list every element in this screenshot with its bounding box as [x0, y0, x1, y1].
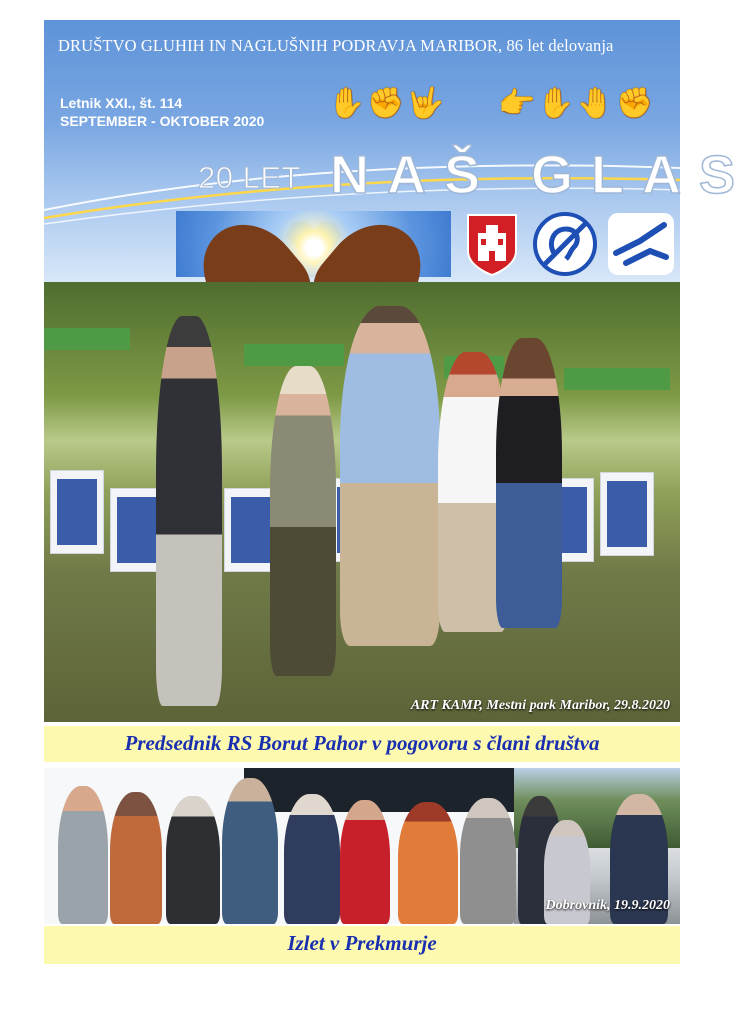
- issue-period: SEPTEMBER - OKTOBER 2020: [60, 113, 265, 129]
- headline-banner: [44, 926, 680, 964]
- person: [156, 316, 222, 706]
- group-member: [222, 778, 278, 924]
- tent: [564, 368, 670, 390]
- volume-issue: Letnik XXI., št. 114: [60, 95, 183, 111]
- headline-banner: [44, 726, 680, 762]
- group-member: [58, 786, 108, 924]
- sign-board: [50, 470, 104, 554]
- sign-board: [600, 472, 654, 556]
- group-member: [398, 802, 458, 924]
- person: [270, 366, 336, 676]
- group-member: [166, 796, 220, 924]
- group-member: [284, 794, 340, 924]
- person: [340, 306, 440, 646]
- group-member: [460, 798, 516, 924]
- sign-language-hands-icon: ✋✊🤟: [328, 87, 447, 120]
- tent: [44, 328, 130, 350]
- organization-name: DRUŠTVO GLUHIH IN NAGLUŠNIH PODRAVJA MARIBOR, 86 let delovanja: [58, 36, 614, 55]
- group-photo: [44, 768, 680, 924]
- main-photo: [44, 282, 680, 722]
- group-member: [340, 800, 390, 924]
- issue-info: [60, 94, 264, 130]
- maribor-crest-icon: [464, 211, 520, 277]
- sign-language-icon: [606, 211, 676, 277]
- sign-language-hands-icon: 👉✋🤚✊: [498, 87, 656, 120]
- photo-caption: ART KAMP, Mestni park Maribor, 29.8.2020: [410, 698, 670, 713]
- masthead: [44, 20, 753, 282]
- hearing-impaired-icon: [532, 211, 598, 277]
- photo-caption: Dobrovnik, 19.9.2020: [545, 898, 670, 913]
- headline: Izlet v Prekmurje: [287, 931, 437, 955]
- tent: [244, 344, 344, 366]
- magazine-title: NAŠ GLAS: [330, 145, 753, 205]
- anniversary-label: 20 LET: [198, 160, 301, 195]
- headline: Predsednik RS Borut Pahor v pogovoru s člani društva: [124, 731, 600, 755]
- group-member: [110, 792, 162, 924]
- person: [496, 338, 562, 628]
- heart-hands-photo: [176, 211, 451, 277]
